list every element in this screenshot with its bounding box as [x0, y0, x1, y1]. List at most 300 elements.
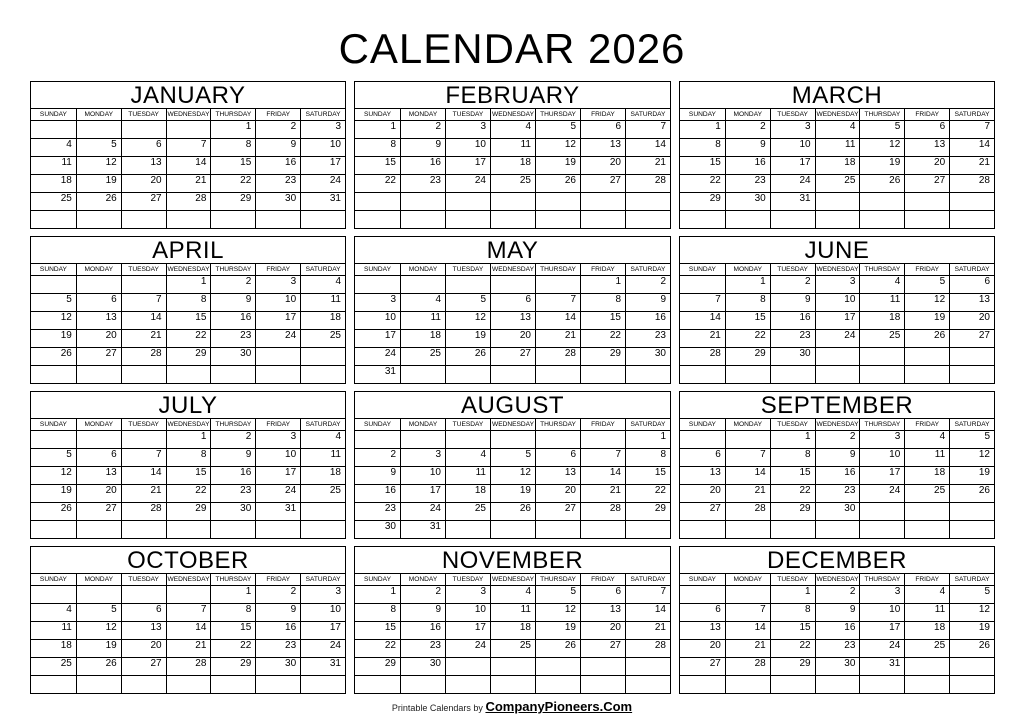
- day-cell: 27: [535, 503, 580, 520]
- day-cell: 3: [770, 121, 815, 138]
- day-cell: 8: [166, 449, 211, 466]
- day-cell: 16: [210, 467, 255, 484]
- day-cell: [904, 521, 949, 538]
- weekday-label: SUNDAY: [688, 266, 716, 273]
- day-cell: 10: [255, 294, 300, 311]
- day-cell: 18: [490, 622, 535, 639]
- weekday-label: SATURDAY: [300, 574, 345, 585]
- day-cell: 2: [255, 121, 300, 138]
- day-cell: 5: [445, 294, 490, 311]
- week-row: [680, 156, 994, 174]
- week-row: [355, 275, 670, 293]
- weekday-label: TUESDAY: [770, 264, 815, 275]
- day-cell: [904, 658, 949, 675]
- day-cell: 8: [580, 294, 625, 311]
- weekday-label: TUESDAY: [445, 264, 490, 275]
- weekday-label: WEDNESDAY: [491, 111, 534, 118]
- week-row: [680, 639, 994, 657]
- month-april: [30, 236, 346, 384]
- day-cell: 9: [725, 139, 770, 156]
- day-cell: 13: [76, 467, 121, 484]
- day-cell: 7: [121, 449, 166, 466]
- week-row: [680, 675, 994, 693]
- day-cell: 23: [400, 640, 445, 657]
- day-cell: [680, 586, 725, 603]
- day-cell: [904, 193, 949, 210]
- day-cell: [210, 211, 255, 228]
- day-cell: 22: [770, 640, 815, 657]
- day-cell: [76, 211, 121, 228]
- day-cell: 9: [815, 604, 860, 621]
- day-cell: 14: [949, 139, 994, 156]
- week-row: [355, 585, 670, 603]
- day-cell: 28: [121, 348, 166, 365]
- weekday-header-row: [680, 263, 994, 275]
- day-cell: 5: [490, 449, 535, 466]
- month-name: MARCH: [791, 82, 883, 109]
- day-cell: [904, 503, 949, 520]
- day-cell: 21: [121, 485, 166, 502]
- week-row: [31, 675, 345, 693]
- day-cell: 27: [121, 193, 166, 210]
- day-cell: [490, 431, 535, 448]
- day-cell: 7: [166, 139, 211, 156]
- weekday-header-row: [31, 418, 345, 430]
- day-cell: 29: [384, 658, 396, 669]
- day-cell: 13: [709, 622, 721, 633]
- month-name: SEPTEMBER: [760, 392, 914, 419]
- day-cell: 15: [210, 622, 255, 639]
- day-cell: 13: [121, 157, 166, 174]
- day-cell: [580, 366, 625, 383]
- day-cell: 16: [625, 312, 670, 329]
- day-cell: 20: [121, 175, 166, 192]
- day-cell: 20: [76, 330, 121, 347]
- day-cell: 25: [300, 485, 345, 502]
- day-cell: 10: [445, 139, 490, 156]
- day-cell: 29: [210, 658, 255, 675]
- day-cell: [76, 676, 121, 693]
- weekday-label: SUNDAY: [39, 266, 67, 273]
- day-cell: 12: [76, 157, 121, 174]
- week-row: [31, 210, 345, 228]
- day-cell: 7: [725, 449, 770, 466]
- day-cell: 30: [400, 658, 445, 675]
- week-row: [31, 347, 345, 365]
- day-cell: [300, 503, 345, 520]
- day-cell: [121, 586, 166, 603]
- weekday-label: WEDNESDAY: [167, 266, 210, 273]
- day-cell: 18: [490, 157, 535, 174]
- week-row: [355, 329, 670, 347]
- day-cell: 25: [60, 193, 72, 204]
- day-cell: 12: [535, 604, 580, 621]
- day-cell: [580, 431, 625, 448]
- day-cell: 3: [255, 276, 300, 293]
- weekday-label: SUNDAY: [39, 111, 67, 118]
- day-cell: 24: [445, 175, 490, 192]
- weekday-header-row: [680, 418, 994, 430]
- day-cell: 5: [949, 431, 994, 448]
- month-name: JANUARY: [130, 82, 246, 109]
- day-cell: 10: [770, 139, 815, 156]
- day-cell: 26: [859, 175, 904, 192]
- day-cell: 17: [300, 622, 345, 639]
- day-cell: 20: [904, 157, 949, 174]
- weekday-label: MONDAY: [400, 264, 445, 275]
- week-row: [355, 192, 670, 210]
- day-cell: 7: [625, 586, 670, 603]
- week-row: [355, 156, 670, 174]
- day-cell: 8: [625, 449, 670, 466]
- day-cell: 15: [725, 312, 770, 329]
- day-cell: 29: [770, 658, 815, 675]
- footer-brand-link[interactable]: CompanyPioneers.Com: [485, 699, 633, 714]
- day-cell: 14: [725, 467, 770, 484]
- day-cell: 18: [60, 175, 72, 186]
- day-cell: [255, 366, 300, 383]
- day-cell: [625, 521, 670, 538]
- day-cell: 5: [904, 276, 949, 293]
- weekday-label: FRIDAY: [580, 109, 625, 120]
- day-cell: 10: [859, 604, 904, 621]
- day-cell: 26: [904, 330, 949, 347]
- weekday-header-row: [355, 263, 670, 275]
- day-cell: [725, 366, 770, 383]
- day-cell: 22: [166, 485, 211, 502]
- day-cell: 28: [535, 348, 580, 365]
- day-cell: 1: [390, 586, 396, 597]
- day-cell: 12: [490, 467, 535, 484]
- week-row: [680, 275, 994, 293]
- day-cell: [815, 366, 860, 383]
- weekday-label: SATURDAY: [300, 419, 345, 430]
- weekday-label: WEDNESDAY: [491, 576, 534, 583]
- day-cell: 9: [625, 294, 670, 311]
- week-row: [355, 174, 670, 192]
- day-cell: [625, 658, 670, 675]
- day-cell: 5: [76, 604, 121, 621]
- day-cell: 23: [384, 503, 396, 514]
- day-cell: 8: [166, 294, 211, 311]
- weekday-header-row: [680, 108, 994, 120]
- day-cell: 28: [709, 348, 721, 359]
- day-cell: [725, 586, 770, 603]
- day-cell: 17: [400, 485, 445, 502]
- weekday-label: THURSDAY: [210, 264, 255, 275]
- day-cell: [121, 676, 166, 693]
- weekday-header-row: [31, 263, 345, 275]
- day-cell: [490, 366, 535, 383]
- weekday-header-row: [31, 573, 345, 585]
- day-cell: 2: [815, 431, 860, 448]
- month-name: JULY: [158, 392, 218, 419]
- weekday-label: WEDNESDAY: [167, 576, 210, 583]
- day-cell: 29: [210, 193, 255, 210]
- day-cell: 9: [400, 139, 445, 156]
- day-cell: 21: [725, 640, 770, 657]
- week-row: [355, 210, 670, 228]
- weekday-label: SATURDAY: [625, 419, 670, 430]
- day-cell: [400, 211, 445, 228]
- day-cell: 3: [255, 431, 300, 448]
- weekday-label: SATURDAY: [625, 109, 670, 120]
- day-cell: 20: [535, 485, 580, 502]
- day-cell: [400, 366, 445, 383]
- day-cell: 9: [255, 139, 300, 156]
- day-cell: 24: [445, 640, 490, 657]
- day-cell: 18: [300, 312, 345, 329]
- day-cell: 6: [580, 586, 625, 603]
- day-cell: [625, 193, 670, 210]
- day-cell: [76, 431, 121, 448]
- day-cell: 27: [709, 658, 721, 669]
- weekday-label: SUNDAY: [688, 111, 716, 118]
- month-name: MAY: [486, 237, 539, 264]
- day-cell: [725, 521, 770, 538]
- day-cell: 22: [384, 175, 396, 186]
- day-cell: 4: [904, 586, 949, 603]
- day-cell: 28: [166, 193, 211, 210]
- day-cell: 27: [580, 175, 625, 192]
- day-cell: 20: [121, 640, 166, 657]
- day-cell: [725, 211, 770, 228]
- month-july: [30, 391, 346, 539]
- day-cell: 10: [445, 604, 490, 621]
- month-december: [679, 546, 995, 694]
- day-cell: 10: [384, 312, 396, 323]
- week-row: [31, 120, 345, 138]
- day-cell: 30: [815, 658, 860, 675]
- day-cell: [949, 366, 994, 383]
- day-cell: 6: [949, 276, 994, 293]
- month-may: [354, 236, 671, 384]
- day-cell: 30: [210, 348, 255, 365]
- month-name: NOVEMBER: [441, 547, 584, 574]
- day-cell: [445, 211, 490, 228]
- day-cell: 2: [390, 449, 396, 460]
- day-cell: 20: [949, 312, 994, 329]
- day-cell: [680, 366, 725, 383]
- day-cell: 18: [300, 467, 345, 484]
- weekday-label: THURSDAY: [535, 264, 580, 275]
- day-cell: 19: [445, 330, 490, 347]
- weekday-label: SUNDAY: [688, 576, 716, 583]
- day-cell: 27: [904, 175, 949, 192]
- day-cell: 17: [445, 157, 490, 174]
- day-cell: [949, 503, 994, 520]
- day-cell: 30: [725, 193, 770, 210]
- day-cell: 26: [60, 503, 72, 514]
- weekday-label: SUNDAY: [39, 576, 67, 583]
- day-cell: 25: [60, 658, 72, 669]
- day-cell: 11: [400, 312, 445, 329]
- day-cell: 1: [770, 431, 815, 448]
- day-cell: 29: [580, 348, 625, 365]
- day-cell: [76, 521, 121, 538]
- day-cell: 30: [210, 503, 255, 520]
- day-cell: 25: [904, 640, 949, 657]
- week-row: [680, 621, 994, 639]
- day-cell: 19: [535, 622, 580, 639]
- day-cell: 6: [121, 139, 166, 156]
- day-cell: [859, 676, 904, 693]
- day-cell: 8: [770, 604, 815, 621]
- day-cell: 2: [815, 586, 860, 603]
- day-cell: 23: [815, 485, 860, 502]
- day-cell: [815, 211, 860, 228]
- week-row: [680, 603, 994, 621]
- week-row: [31, 621, 345, 639]
- day-cell: 11: [859, 294, 904, 311]
- weekday-label: SATURDAY: [300, 109, 345, 120]
- day-cell: 27: [949, 330, 994, 347]
- week-row: [680, 192, 994, 210]
- weekday-label: TUESDAY: [121, 109, 166, 120]
- day-cell: 17: [859, 467, 904, 484]
- day-cell: [490, 658, 535, 675]
- day-cell: 28: [625, 175, 670, 192]
- week-row: [355, 639, 670, 657]
- weekday-label: WEDNESDAY: [491, 266, 534, 273]
- day-cell: 24: [815, 330, 860, 347]
- day-cell: [255, 521, 300, 538]
- day-cell: [535, 193, 580, 210]
- day-cell: [859, 521, 904, 538]
- weekday-label: SUNDAY: [364, 266, 391, 273]
- day-cell: 12: [949, 449, 994, 466]
- day-cell: 2: [725, 121, 770, 138]
- day-cell: [210, 676, 255, 693]
- day-cell: [770, 366, 815, 383]
- day-cell: [300, 676, 345, 693]
- week-row: [31, 520, 345, 538]
- day-cell: 2: [255, 586, 300, 603]
- weekday-label: THURSDAY: [859, 574, 904, 585]
- day-cell: 8: [390, 604, 396, 615]
- week-row: [680, 502, 994, 520]
- week-row: [31, 603, 345, 621]
- weekday-header-row: [355, 108, 670, 120]
- day-cell: 31: [770, 193, 815, 210]
- day-cell: [580, 676, 625, 693]
- day-cell: 17: [770, 157, 815, 174]
- day-cell: 2: [210, 431, 255, 448]
- week-row: [680, 430, 994, 448]
- weekday-label: FRIDAY: [904, 419, 949, 430]
- weekday-label: MONDAY: [76, 419, 121, 430]
- day-cell: 23: [625, 330, 670, 347]
- day-cell: 7: [535, 294, 580, 311]
- day-cell: 3: [300, 586, 345, 603]
- month-february: [354, 81, 671, 229]
- weekday-label: SATURDAY: [625, 264, 670, 275]
- day-cell: 18: [904, 622, 949, 639]
- day-cell: [300, 211, 345, 228]
- day-cell: 17: [445, 622, 490, 639]
- day-cell: [121, 121, 166, 138]
- day-cell: 6: [715, 449, 721, 460]
- week-row: [31, 192, 345, 210]
- day-cell: 28: [121, 503, 166, 520]
- day-cell: 24: [300, 175, 345, 192]
- day-cell: 3: [859, 586, 904, 603]
- day-cell: [770, 211, 815, 228]
- day-cell: 28: [725, 658, 770, 675]
- week-row: [355, 675, 670, 693]
- day-cell: 13: [580, 604, 625, 621]
- week-row: [31, 448, 345, 466]
- weekday-label: MONDAY: [725, 264, 770, 275]
- day-cell: [255, 676, 300, 693]
- day-cell: [725, 676, 770, 693]
- day-cell: 19: [60, 485, 72, 496]
- day-cell: [535, 676, 580, 693]
- week-row: [680, 120, 994, 138]
- weekday-label: FRIDAY: [580, 574, 625, 585]
- weekday-label: THURSDAY: [210, 109, 255, 120]
- weekday-label: FRIDAY: [904, 264, 949, 275]
- week-row: [355, 502, 670, 520]
- day-cell: [31, 366, 76, 383]
- day-cell: 5: [66, 449, 72, 460]
- day-cell: 28: [725, 503, 770, 520]
- day-cell: 4: [66, 604, 72, 615]
- day-cell: 5: [535, 121, 580, 138]
- week-row: [31, 293, 345, 311]
- weekday-header-row: [355, 573, 670, 585]
- weekday-label: MONDAY: [725, 109, 770, 120]
- weekday-label: SUNDAY: [39, 421, 67, 428]
- day-cell: 10: [815, 294, 860, 311]
- month-name: FEBRUARY: [445, 82, 580, 109]
- month-january: [30, 81, 346, 229]
- week-row: [31, 156, 345, 174]
- weekday-label: MONDAY: [725, 574, 770, 585]
- day-cell: 5: [535, 586, 580, 603]
- day-cell: [535, 521, 580, 538]
- day-cell: 1: [166, 276, 211, 293]
- weekday-label: THURSDAY: [535, 574, 580, 585]
- day-cell: [400, 276, 445, 293]
- day-cell: 11: [904, 449, 949, 466]
- day-cell: 16: [255, 157, 300, 174]
- day-cell: [355, 276, 400, 293]
- day-cell: [949, 676, 994, 693]
- day-cell: 8: [210, 604, 255, 621]
- day-cell: [770, 521, 815, 538]
- day-cell: 27: [580, 640, 625, 657]
- day-cell: 10: [255, 449, 300, 466]
- day-cell: 22: [210, 640, 255, 657]
- day-cell: 12: [949, 604, 994, 621]
- day-cell: 2: [400, 121, 445, 138]
- weekday-label: THURSDAY: [859, 264, 904, 275]
- week-row: [31, 138, 345, 156]
- weekday-label: WEDNESDAY: [816, 421, 859, 428]
- day-cell: [535, 431, 580, 448]
- day-cell: [949, 193, 994, 210]
- weekday-label: FRIDAY: [255, 419, 300, 430]
- day-cell: [300, 521, 345, 538]
- day-cell: 9: [390, 467, 396, 478]
- day-cell: [31, 586, 76, 603]
- weekday-label: SATURDAY: [949, 419, 994, 430]
- day-cell: 4: [66, 139, 72, 150]
- day-cell: [31, 521, 76, 538]
- day-cell: 1: [210, 121, 255, 138]
- day-cell: 17: [255, 312, 300, 329]
